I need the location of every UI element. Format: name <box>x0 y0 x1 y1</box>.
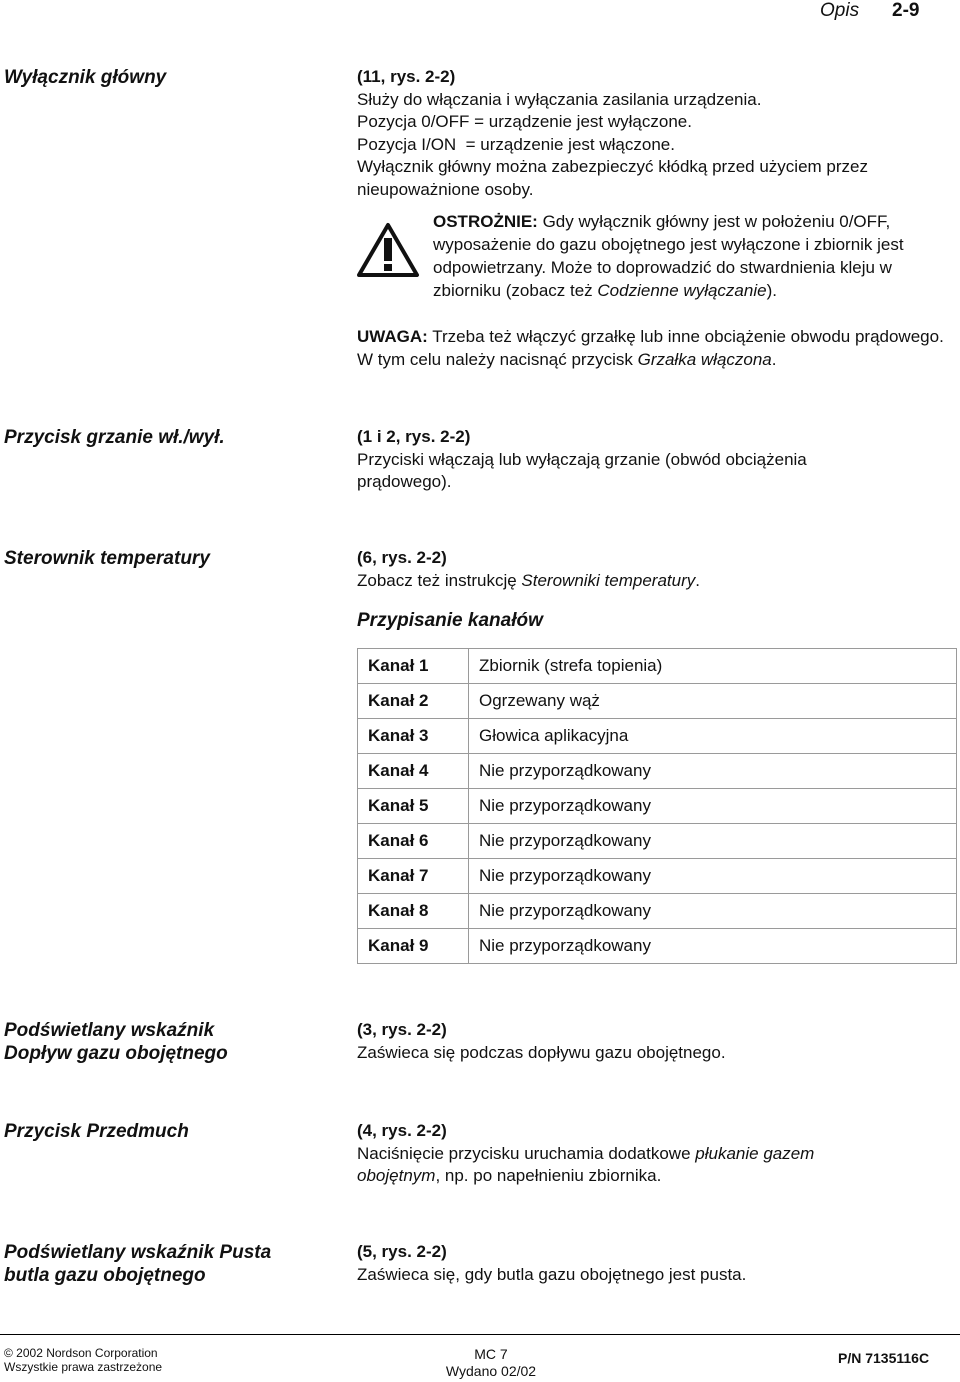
page-number: 2-9 <box>892 0 920 21</box>
channel-assignment: Nie przyporządkowany <box>469 894 957 929</box>
note-block <box>357 326 957 371</box>
inert-gas-flow-title-line-1: Podświetlany wskaźnik <box>4 1020 215 1041</box>
channel-assignment: Głowica aplikacyjna <box>469 719 957 754</box>
temp-controller-body <box>357 547 957 592</box>
channel-assignment: Nie przyporządkowany <box>469 789 957 824</box>
main-switch-line: Wyłącznik główny można zabezpieczyć kłódką przed użyciem przez <box>357 157 868 176</box>
empty-bottle-ref: (5, rys. 2-2) <box>357 1242 447 1261</box>
temp-controller-text-end: . <box>695 570 700 590</box>
footer-copyright <box>4 1346 162 1374</box>
purge-button-text <box>357 1143 877 1188</box>
channel-name: Kanał 7 <box>358 859 469 894</box>
table-row <box>358 859 957 894</box>
inert-gas-flow-text: Zaświeca się podczas dopływu gazu obojętnego. <box>357 1042 726 1062</box>
table-row <box>358 684 957 719</box>
note-paragraph <box>357 326 957 371</box>
main-switch-line: nieupoważnione osoby. <box>357 179 534 199</box>
channel-name: Kanał 8 <box>358 894 469 929</box>
empty-bottle-text: Zaświeca się, gdy butla gazu obojętnego jest pusta. <box>357 1264 747 1284</box>
channel-assignment: Nie przyporządkowany <box>469 754 957 789</box>
inert-gas-flow-ref: (3, rys. 2-2) <box>357 1020 447 1039</box>
temp-controller-reference: Sterowniki temperatury <box>521 570 696 590</box>
table-row <box>358 754 957 789</box>
channel-name: Kanał 1 <box>358 649 469 684</box>
table-row <box>358 894 957 929</box>
temp-controller-text-start: Zobacz też instrukcję <box>357 570 522 590</box>
note-label: UWAGA: <box>357 327 428 346</box>
part-number: P/N 7135116C <box>838 1350 930 1366</box>
channel-assignment: Zbiornik (strefa topienia) <box>469 649 957 684</box>
copyright-text: © 2002 Nordson Corporation <box>4 1346 158 1360</box>
warning-triangle-icon <box>356 222 420 278</box>
empty-bottle-title-line-1: Podświetlany wskaźnik Pusta <box>4 1242 272 1263</box>
caution-text-end: ). <box>766 281 777 300</box>
main-switch-body <box>357 66 957 201</box>
purge-button-reference: płukanie gazem obojętnym <box>357 1143 815 1185</box>
note-text-end: . <box>771 349 777 369</box>
footer-divider <box>0 1334 960 1335</box>
temp-controller-ref: (6, rys. 2-2) <box>357 548 447 567</box>
temp-controller-text <box>357 570 957 593</box>
heating-button-text: Przyciski włączają lub wyłączają grzanie (obwód obciążenia prądowego). <box>357 449 807 491</box>
note-reference: Grzałka włączona <box>637 349 772 369</box>
caution-text: Gdy wyłącznik główny jest w położeniu 0/OFF, wyposażenie do gazu obojętnego jest wyłączone i zbiornik jest odpowietrzany. Może to doprowadzić do stwardnienia kleju w zbiorniku (zobacz też <box>433 212 904 300</box>
page-header-title: Opis <box>820 0 860 21</box>
purge-button-body <box>357 1120 957 1188</box>
channel-table <box>357 648 957 964</box>
heating-button-ref: (1 i 2, rys. 2-2) <box>357 427 471 446</box>
inert-gas-flow-title-line-2: Dopływ gazu obojętnego <box>4 1043 228 1064</box>
table-row <box>358 649 957 684</box>
inert-gas-flow-body <box>357 1019 957 1064</box>
channel-assignment: Nie przyporządkowany <box>469 859 957 894</box>
channel-assignment: Nie przyporządkowany <box>469 929 957 964</box>
document-id: MC 7 <box>474 1346 508 1362</box>
main-switch-line: Pozycja 0/OFF = urządzenie jest wyłączone. <box>357 112 692 131</box>
main-switch-line: Służy do włączania i wyłączania zasilania urządzenia. <box>357 89 762 109</box>
table-row <box>358 824 957 859</box>
purge-button-ref: (4, rys. 2-2) <box>357 1121 447 1140</box>
section-title-empty-bottle <box>4 1241 271 1287</box>
caution-block <box>433 210 958 302</box>
table-row <box>358 789 957 824</box>
section-title-purge-button: Przycisk Przedmuch <box>4 1121 189 1142</box>
channel-name: Kanał 5 <box>358 789 469 824</box>
section-title-main-switch: Wyłącznik główny <box>4 67 167 88</box>
channel-name: Kanał 6 <box>358 824 469 859</box>
purge-button-text-start: Naciśnięcie przycisku uruchamia dodatkowe <box>357 1143 696 1163</box>
table-row <box>358 929 957 964</box>
section-title-temp-controller: Sterownik temperatury <box>4 548 210 569</box>
table-row <box>358 719 957 754</box>
empty-bottle-title-line-2: butla gazu obojętnego <box>4 1265 206 1286</box>
channel-assignment-heading: Przypisanie kanałów <box>357 610 543 631</box>
caution-reference: Codzienne wyłączanie <box>597 281 767 300</box>
channel-name: Kanał 4 <box>358 754 469 789</box>
caution-label: OSTROŻNIE: <box>433 212 538 231</box>
footer-document <box>431 1346 551 1380</box>
rights-text: Wszystkie prawa zastrzeżone <box>4 1360 163 1374</box>
channel-assignment: Nie przyporządkowany <box>469 824 957 859</box>
section-title-inert-gas-flow <box>4 1019 228 1065</box>
purge-button-text-end: , np. po napełnieniu zbiornika. <box>435 1166 662 1185</box>
section-title-heating-button: Przycisk grzanie wł./wył. <box>4 427 225 448</box>
main-switch-line: Pozycja I/ON = urządzenie jest włączone. <box>357 134 675 154</box>
heating-button-body <box>357 426 957 494</box>
note-text: Trzeba też włączyć grzałkę lub inne obciążenie obwodu prądowego. W tym celu należy nacisnąć przycisk <box>357 327 944 369</box>
caution-paragraph <box>433 210 958 302</box>
issue-date: Wydano 02/02 <box>445 1363 537 1379</box>
channel-assignment: Ogrzewany wąż <box>469 684 957 719</box>
channel-name: Kanał 2 <box>358 684 469 719</box>
channel-name: Kanał 3 <box>358 719 469 754</box>
main-switch-ref: (11, rys. 2-2) <box>357 67 456 86</box>
channel-name: Kanał 9 <box>358 929 469 964</box>
empty-bottle-body <box>357 1241 957 1286</box>
